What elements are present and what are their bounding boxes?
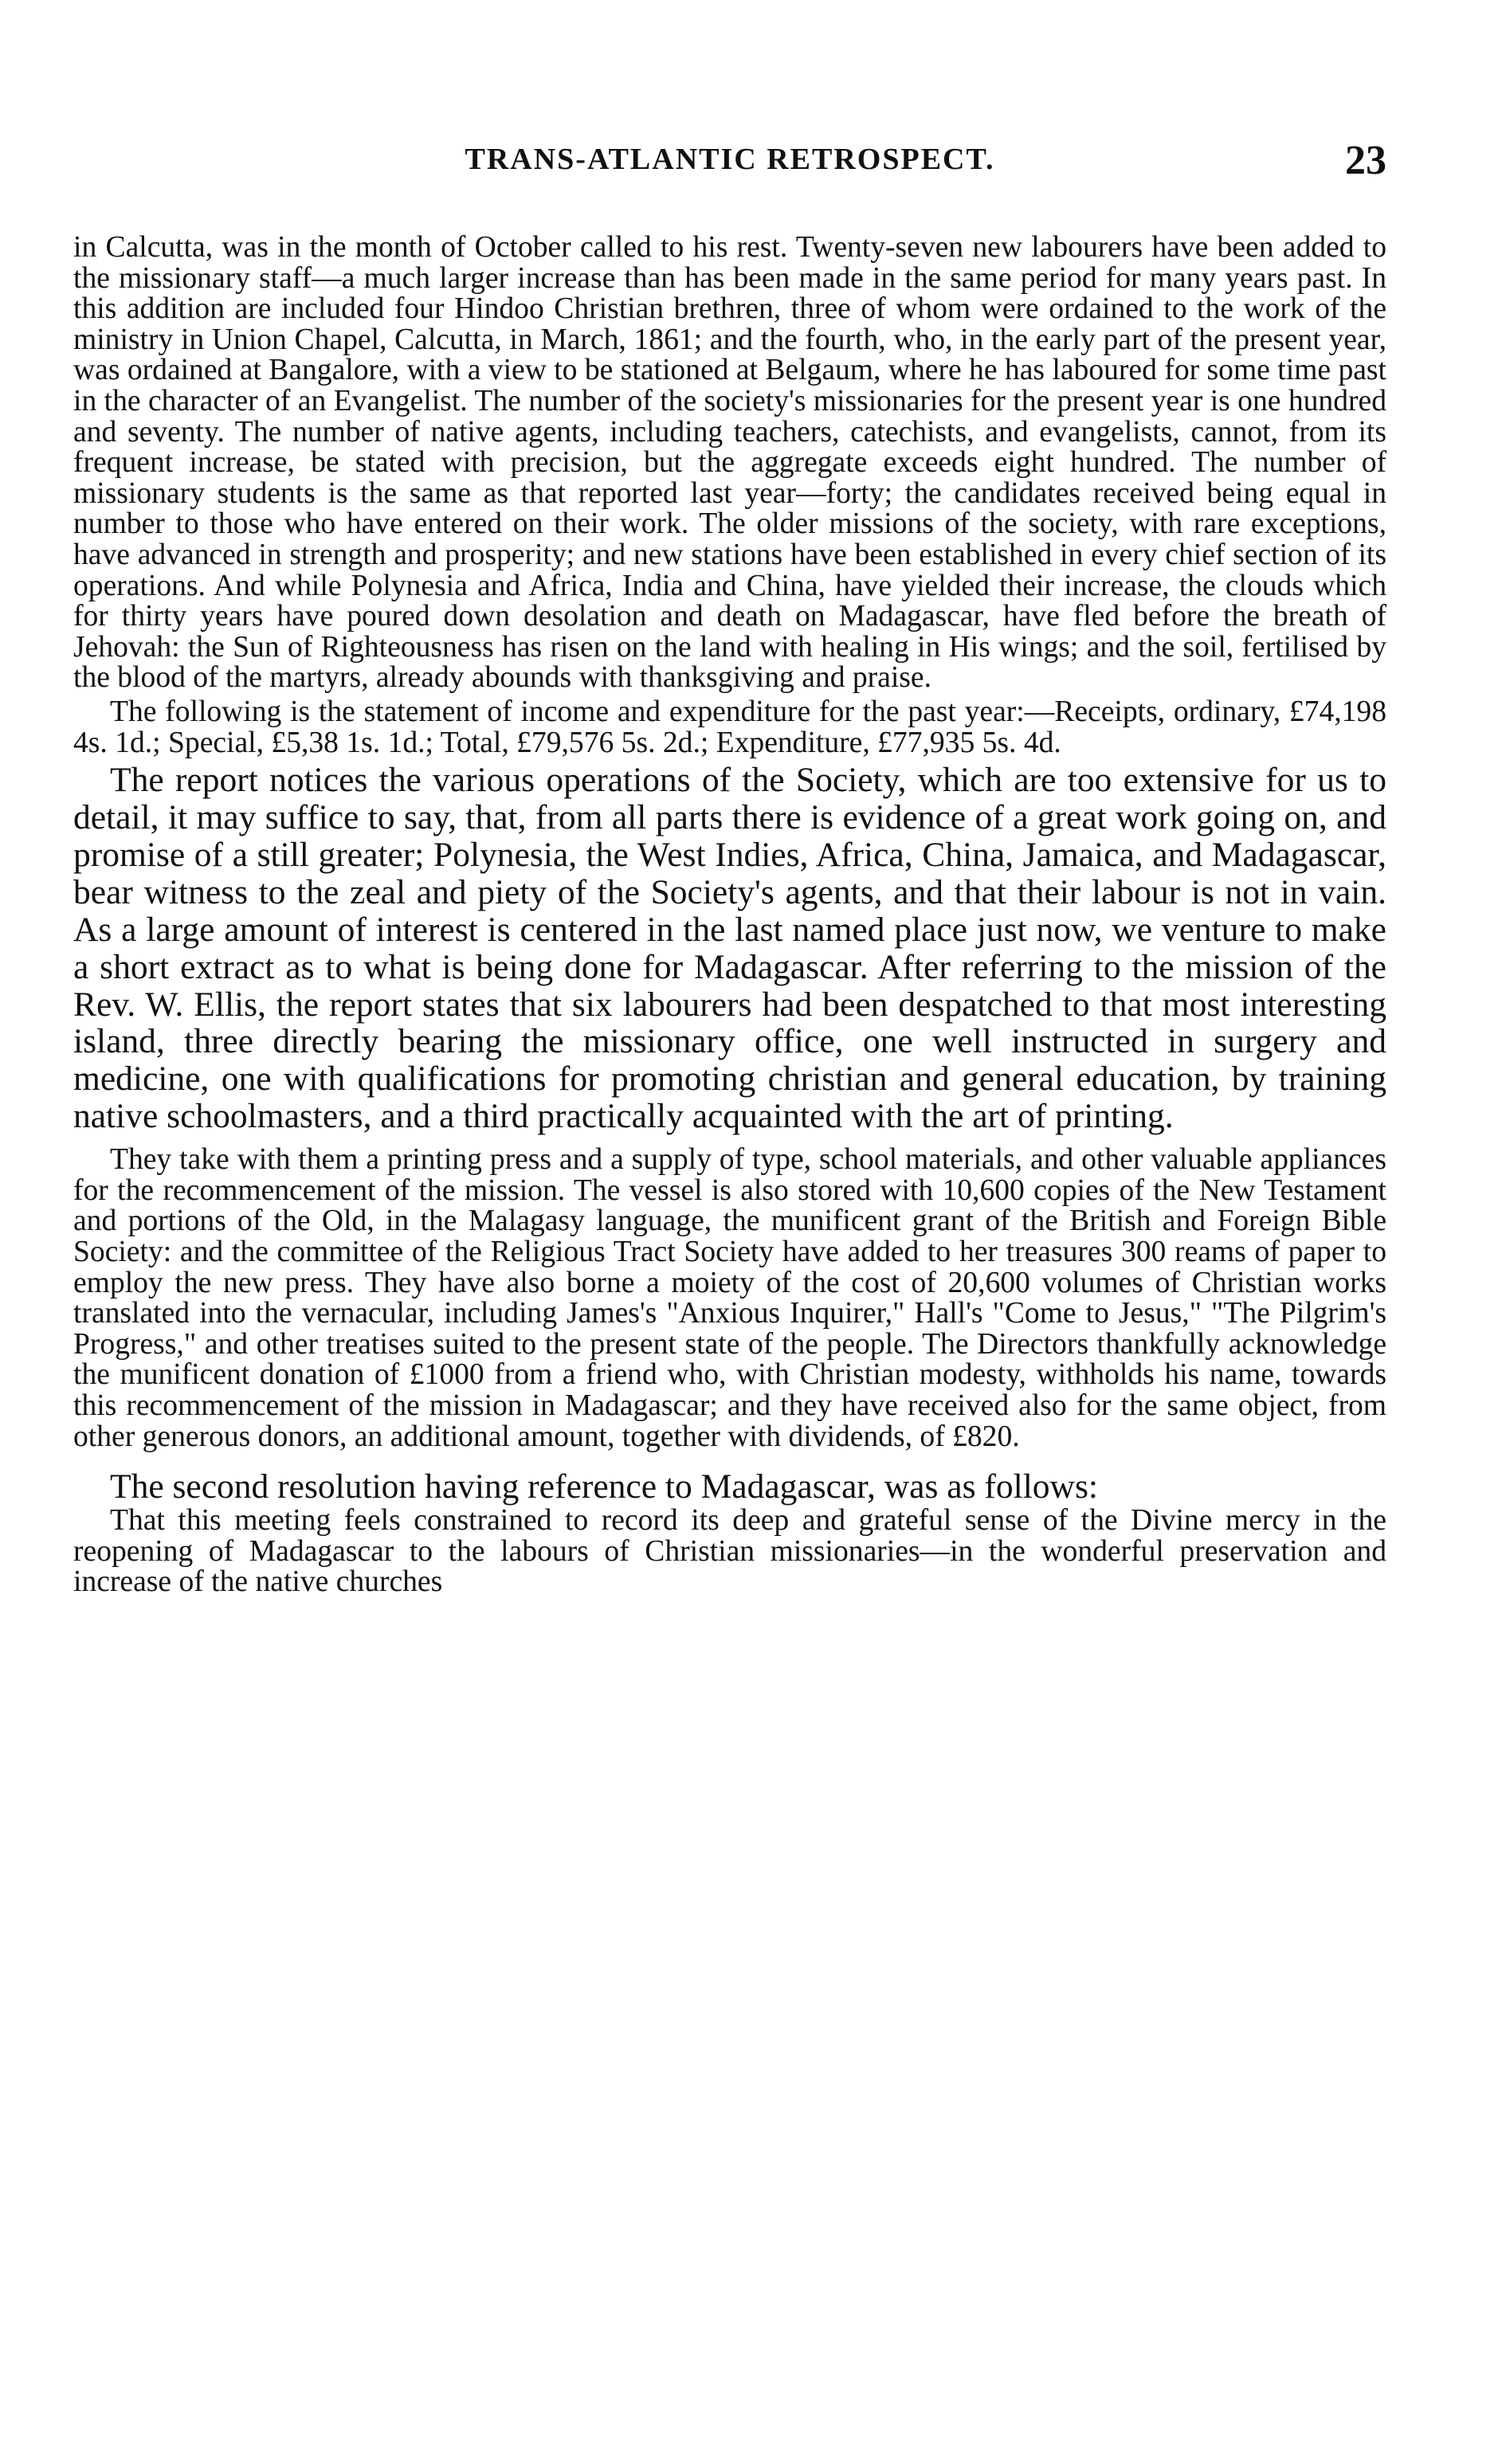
paragraph-missionary-report: in Calcutta, was in the month of October called to his rest. Twenty-seven new labourers have been added to the missionary staff—a much larger increase than has been made in the same period for many years past. In this addition are included four Hindoo Christian brethren, three of whom were ordained to the work of the ministry in Union Chapel, Calcutta, in March, 1861; and the fourth, who, in the early part of the present year, was ordained at Bangalore, with a view to be stationed at Belgaum, where he has laboured for some time past in the character of an Evangelist. The number of the society's missionaries for the present year is one hundred and seventy. The number of native agents, including teachers, catechists, and evangelists, cannot, from its frequent increase, be stated with precision, but the aggregate exceeds eight hundred. The number of missionary students is the same as that reported last year—forty; the candidates received being equal in number to those who have entered on their work. The older missions of the society, with rare exceptions, have advanced in strength and prosperity; and new stations have been established in every chief section of its operations. And while Polynesia and Africa, India and China, have yielded their increase, the clouds which for thirty years have poured down desolation and death on Madagascar, have fled before the breath of Jehovah: the Sun of Righteousness has risen on the land with healing in His wings; and the soil, fertilised by the blood of the martyrs, already abounds with thanksgiving and praise. [73,231,1386,695]
paragraph-society-operations: The report notices the various operations of the Society, which are too extensive for us to detail, it may suffice to say, that, from all parts there is evidence of a great work going on, and promise of a still greater; Polynesia, the West Indies, Africa, China, Jamaica, and Madagascar, bear witness to the zeal and piety of the Society's agents, and that their labour is not in vain. As a large amount of interest is centered in the last named place just now, we venture to make a short extract as to what is being done for Madagascar. After referring to the mission of the Rev. W. Ellis, the report states that six labourers had been despatched to that most interesting island, three directly bearing the missionary office, one well instructed in surgery and medicine, one with qualifications for promoting christian and general education, by training native schoolmasters, and a third practically acquainted with the art of printing. [73,761,1386,1136]
running-title: TRANS-ATLANTIC RETROSPECT. [465,143,995,176]
paragraph-madagascar-supplies: They take with them a printing press and a supply of type, school materials, and other valuable appliances for the recommencement of the mission. The vessel is also stored with 10,600 copies of the New Testament and portions of the Old, in the Malagasy language, the munificent grant of the British and Foreign Bible Society: and the committee of the Religious Tract Society have added to her treasures 300 reams of paper to employ the new press. They have also borne a moiety of the cost of 20,600 volumes of Christian works translated into the vernacular, including James's "Anxious Inquirer," Hall's "Come to Jesus," "The Pilgrim's Progress," and other treatises suited to the present state of the people. The Directors thankfully acknowledge the munificent donation of £1000 from a friend who, with Christian modesty, withholds his name, towards this recommencement of the mission in Madagascar; and they have received also for the same object, from other generous donors, an additional amount, together with dividends, of £820. [73,1143,1386,1453]
body-text [73,233,1386,1598]
paragraph-second-resolution: The second resolution having reference to Madagascar, was as follows: [110,1467,1098,1506]
page-number: 23 [1345,138,1386,183]
paragraph-income-statement: The following is the statement of income and expenditure for the past year:—Receipts, ordinary, £74,198 4s. 1d.; Special, £5,38 1s. 1d.; Total, £79,576 5s. 2d.; Expenditure, £77,935 5s. 4d. [73,695,1386,759]
paragraph-resolution-text: That this meeting feels constrained to record its deep and grateful sense of the Divine mercy in the reopening of Madagascar to the labours of Christian missionaries—in the wonderful preservation and increase of the native churches [73,1504,1386,1599]
page-header [73,138,1386,198]
